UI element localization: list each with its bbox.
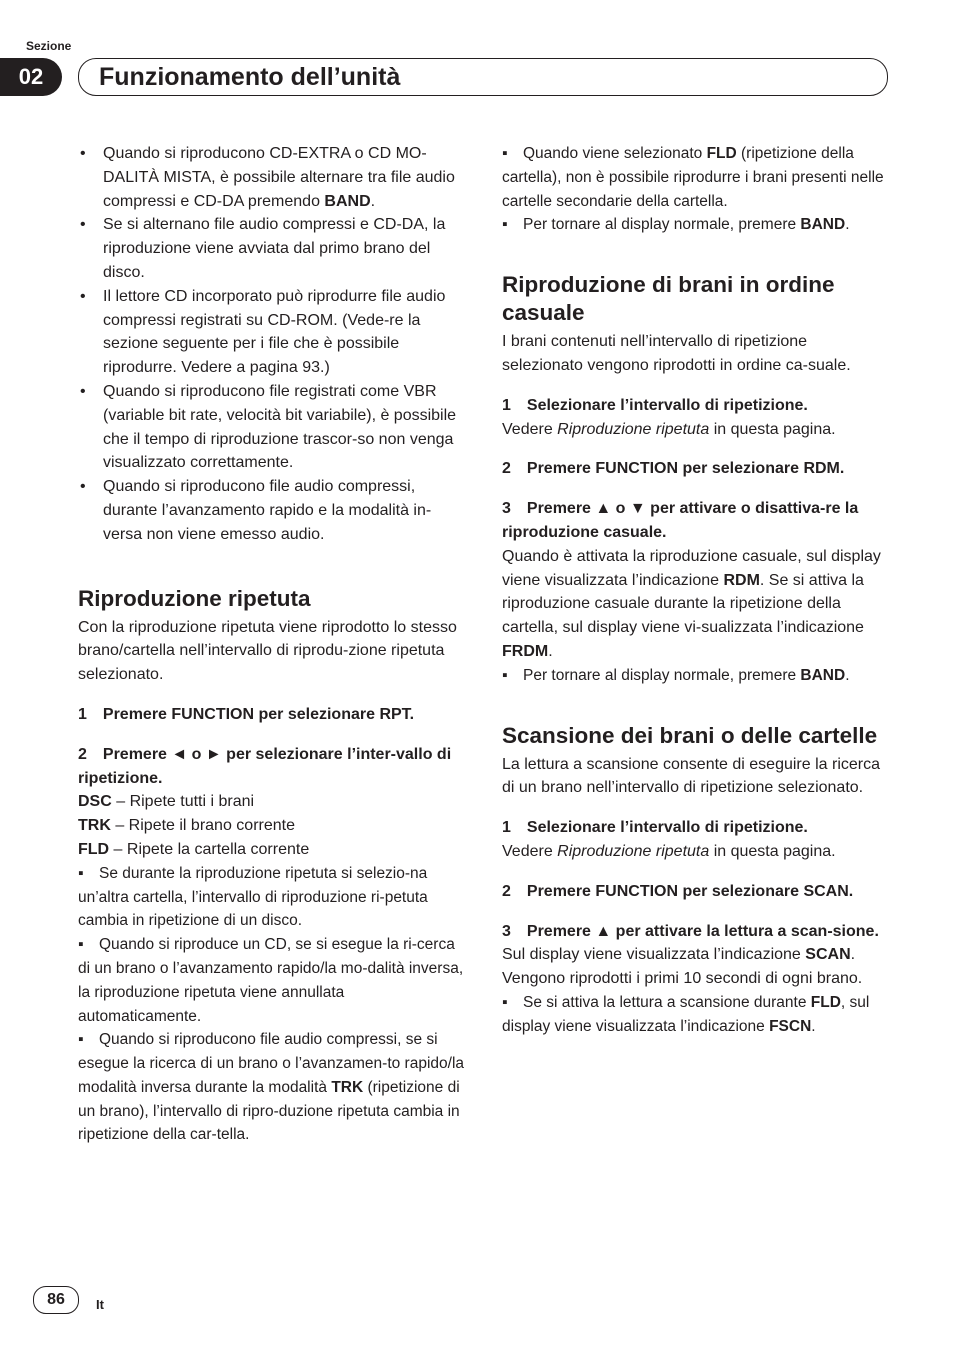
bullet-square-icon: ▪: [502, 993, 523, 1011]
random-step-1-see: Vedere Riproduzione ripetuta in questa pagina.: [502, 420, 836, 438]
note-fld: ▪ Quando viene selezionato FLD (ripetizione della cartella), non è possibile riprodurre i brani presenti nelle cartelle secondarie della cartella.: [502, 145, 884, 210]
option-trk: TRK – Ripete il brano corrente: [78, 817, 295, 835]
list-item: • Quando si riproducono file audio compressi, durante l’avanzamento rapido e la modalità in-versa non viene emesso audio.: [78, 475, 466, 546]
right-column: [502, 142, 892, 1039]
scan-step-1-see: Vedere Riproduzione ripetuta in questa pagina.: [502, 842, 836, 860]
list-item: • Il lettore CD incorporato può riprodurre file audio compressi registrati su CD-ROM. (Vede-re la sezione seguente per i file che è possibile riprodurre. Vedere a pagina 93.): [78, 285, 466, 380]
option-fld: FLD – Ripete la cartella corrente: [78, 840, 310, 858]
repeat-intro: Con la riproduzione ripetuta viene riprodotto lo stesso brano/cartella nell’intervallo di riprodu-zione ripetuta selezionato.: [78, 618, 457, 684]
left-column: [78, 142, 466, 1147]
language-code: It: [96, 1297, 104, 1312]
note-compressed: ▪ Quando si riproducono file audio compressi, se si esegue la ricerca di un brano o l’avanzamen-to rapido/la modalità inversa durante la modalità TRK (ripetizione di un brano), l’intervallo di ripro-duzione ripetuta cambia in ripetizione della car-tella.: [78, 1031, 465, 1144]
list-item: • Quando si riproducono CD-EXTRA o CD MO-DALITÀ MISTA, è possibile alternare tra file audio compressi e CD-DA premendo BAND.: [78, 142, 466, 213]
bullet-square-icon: ▪: [502, 145, 523, 162]
random-body: Quando è attivata la riproduzione casuale, sul display viene visualizzata l’indicazione RDM. Se si attiva la riproduzione casuale durante la ripetizione della cartella, sul display viene vi-sualizzata l’indicazione FRDM.: [502, 547, 881, 660]
note-cd-search: ▪ Quando si riproduce un CD, se si esegue la ri-cerca di un brano o l’avanzamento rapido/la mo-dalità inversa, la riproduzione ripetuta viene annullata automaticamente.: [78, 936, 464, 1025]
bullet-square-icon: ▪: [502, 216, 523, 234]
list-item: • Quando si riproducono file registrati come VBR (variable bit rate, velocità bit variabile), è possibile che il tempo di riproduzione trascor-so non venga visualizzato correttamente.: [78, 380, 466, 475]
bullet-square-icon: ▪: [78, 1031, 99, 1049]
scan-step-1: 1 Selezionare l’intervallo di ripetizione.: [502, 819, 808, 837]
repeat-step-1: 1 Premere FUNCTION per selezionare RPT.: [78, 705, 415, 723]
page-number: 86: [33, 1286, 79, 1314]
note-scan-fld: ▪ Se si attiva la lettura a scansione durante FLD, sul display viene visualizzata l’indicazione FSCN.: [502, 993, 870, 1035]
scan-intro: La lettura a scansione consente di eseguire la ricerca di un brano nell’intervallo di ripetizione selezionato.: [502, 755, 880, 797]
note-random-back: ▪ Per tornare al display normale, premere BAND.: [502, 666, 850, 684]
section-label: Sezione: [26, 39, 72, 53]
random-step-1: 1 Selezionare l’intervallo di ripetizione.: [502, 396, 808, 414]
bullet-square-icon: ▪: [78, 864, 99, 882]
random-step-2: 2 Premere FUNCTION per selezionare RDM.: [502, 460, 845, 478]
heading-random: Riproduzione di brani in ordine casuale: [502, 272, 835, 326]
note-back-display: ▪ Per tornare al display normale, premere BAND.: [502, 216, 850, 234]
bullet-square-icon: ▪: [78, 936, 99, 954]
heading-repeat: Riproduzione ripetuta: [78, 585, 311, 611]
option-dsc: DSC – Ripete tutti i brani: [78, 793, 255, 811]
notes-list: [78, 142, 466, 547]
section-title: Funzionamento dell’unità: [99, 63, 401, 91]
note-folder-change: ▪ Se durante la riproduzione ripetuta si selezio-na un’altra cartella, l’intervallo di riproduzione ri-petuta cambia in ripetizione di un disco.: [78, 864, 428, 930]
scan-step-2: 2 Premere FUNCTION per selezionare SCAN.: [502, 882, 854, 900]
scan-body: Sul display viene visualizzata l’indicazione SCAN. Vengono riprodotti i primi 10 secondi di ogni brano.: [502, 946, 863, 988]
list-item: • Se si alternano file audio compressi e CD-DA, la riproduzione viene avviata dal primo brano del disco.: [78, 213, 466, 284]
random-step-3: 3 Premere ▲ o ▼ per attivare o disattiva-re la riproduzione casuale.: [502, 500, 859, 541]
repeat-step-2: 2 Premere ◄ o ► per selezionare l’inter-vallo di ripetizione.: [78, 745, 452, 787]
random-intro: I brani contenuti nell’intervallo di ripetizione selezionato vengono riprodotti in ordine ca-suale.: [502, 333, 851, 374]
heading-scan: Scansione dei brani o delle cartelle: [502, 722, 878, 748]
section-title-box: [78, 58, 888, 96]
bullet-square-icon: ▪: [502, 666, 523, 684]
scan-step-3: 3 Premere ▲ per attivare la lettura a scan-sione.: [502, 922, 879, 940]
section-number: 02: [0, 58, 62, 96]
